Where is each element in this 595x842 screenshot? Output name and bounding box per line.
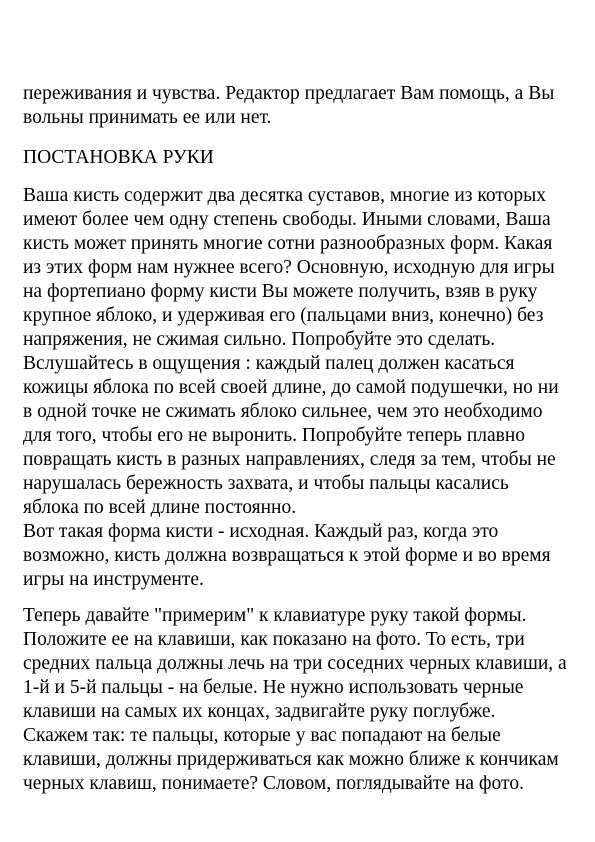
paragraph2-line-3: средних пальца должны лечь на три соседних черных клавиши, а bbox=[23, 653, 567, 674]
intro-line-1: переживания и чувства. Редактор предлагает Вам помощь, а Вы bbox=[23, 83, 555, 104]
paragraph1-line-14: яблока по всей длине постоянно. bbox=[23, 497, 297, 518]
paragraph2-line-2: Положите ее на клавиши, как показано на фото. То есть, три bbox=[23, 629, 525, 650]
paragraph1-line-17: игры на инструменте. bbox=[23, 569, 204, 590]
paragraph1-line-4: из этих форм нам нужнее всего? Основную, исходную для игры bbox=[23, 257, 555, 278]
paragraph1-line-7: напряжения, не сжимая сильно. Попробуйте это сделать. bbox=[23, 329, 496, 350]
paragraph1-line-5: на фортепиано форму кисти Вы можете получить, взяв в руку bbox=[23, 281, 538, 302]
paragraph2-line-5: клавиши на самых их концах, задвигайте руку поглубже. bbox=[23, 701, 496, 722]
paragraph2-line-6: Скажем так: те пальцы, которые у вас попадают на белые bbox=[23, 725, 501, 746]
paragraph1-line-16: возможно, кисть должна возвращаться к этой форме и во время bbox=[23, 545, 551, 566]
paragraph1-line-1: Ваша кисть содержит два десятка суставов, многие из которых bbox=[23, 185, 546, 206]
paragraph1-line-13: нарушалась бережность захвата, и чтобы пальцы касались bbox=[23, 473, 509, 494]
paragraph1-line-15: Вот такая форма кисти - исходная. Каждый раз, когда это bbox=[23, 521, 499, 542]
paragraph2-line-7: клавиши, должны придерживаться как можно ближе к кончикам bbox=[23, 749, 559, 770]
paragraph1-line-9: кожицы яблока по всей своей длине, до самой подушечки, но ни bbox=[23, 377, 559, 398]
intro-line-2: вольны принимать ее или нет. bbox=[23, 107, 272, 128]
paragraph1-line-3: кисть может принять многие сотни разнообразных форм. Какая bbox=[23, 233, 553, 254]
paragraph1-line-10: в одной точке не сжимать яблоко сильнее, чем это необходимо bbox=[23, 401, 543, 422]
paragraph2-line-1: Теперь давайте "примерим" к клавиатуре руку такой формы. bbox=[23, 605, 527, 626]
paragraph2-line-8: черных клавиш, понимаете? Словом, поглядывайте на фото. bbox=[23, 773, 524, 794]
paragraph2-line-4: 1-й и 5-й пальцы - на белые. Не нужно использовать черные bbox=[23, 677, 524, 698]
paragraph1-line-2: имеют более чем одну степень свободы. Иными словами, Ваша bbox=[23, 209, 551, 230]
paragraph1-line-11: для того, чтобы его не выронить. Попробуйте теперь плавно bbox=[23, 425, 526, 446]
paragraph1-line-12: повращать кисть в разных направлениях, следя за тем, чтобы не bbox=[23, 449, 556, 470]
section-heading: ПОСТАНОВКА РУКИ bbox=[23, 147, 214, 168]
paragraph1-line-6: крупное яблоко, и удерживая его (пальцами вниз, конечно) без bbox=[23, 305, 544, 326]
paragraph1-line-8: Вслушайтесь в ощущения : каждый палец должен касаться bbox=[23, 353, 515, 374]
